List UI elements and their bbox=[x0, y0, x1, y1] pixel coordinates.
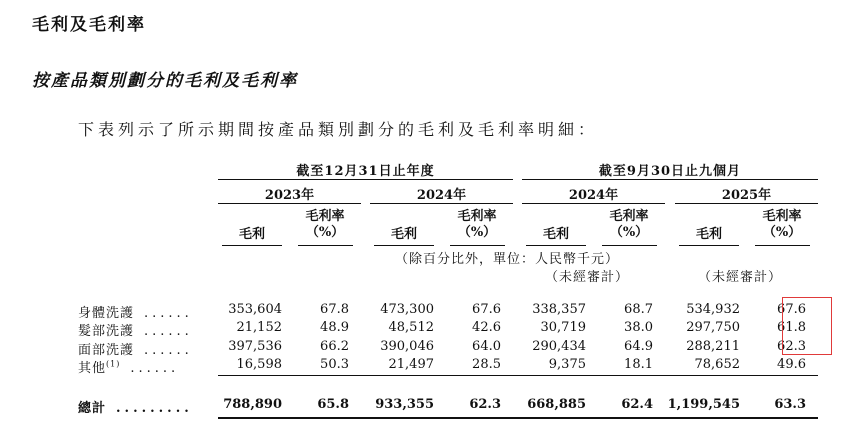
rule bbox=[374, 245, 434, 246]
table-cell: 21,497 bbox=[388, 357, 434, 372]
table-cell: 21,152 bbox=[236, 320, 282, 335]
col-header-profit: 毛利 bbox=[238, 227, 265, 242]
rule bbox=[218, 417, 818, 419]
col-header-rate: 毛利率 （%） bbox=[305, 209, 345, 240]
table-cell: 397,536 bbox=[228, 339, 282, 354]
rule bbox=[526, 245, 586, 246]
rule bbox=[679, 245, 739, 246]
rule bbox=[450, 245, 505, 246]
table-cell: 473,300 bbox=[380, 302, 434, 317]
table-cell: 62.4 bbox=[621, 397, 653, 412]
table-cell: 66.2 bbox=[320, 339, 349, 354]
table-cell: 338,357 bbox=[532, 302, 586, 317]
table-cell: 64.0 bbox=[472, 339, 501, 354]
table-cell: 18.1 bbox=[624, 357, 653, 372]
rule bbox=[218, 375, 818, 376]
table-cell: 42.6 bbox=[472, 320, 501, 335]
col-header-rate: 毛利率 （%） bbox=[762, 209, 802, 240]
unaudited-note: （未經審計） bbox=[545, 270, 630, 285]
table-cell: 933,355 bbox=[375, 397, 434, 412]
table-cell: 353,604 bbox=[228, 302, 282, 317]
table-cell: 78,652 bbox=[694, 357, 740, 372]
rule bbox=[298, 245, 353, 246]
table-cell: 668,885 bbox=[527, 397, 586, 412]
rule bbox=[522, 179, 818, 180]
table-cell: 50.3 bbox=[320, 357, 349, 372]
highlight-box bbox=[782, 297, 832, 355]
table-cell: 61.8 bbox=[777, 320, 806, 335]
intro-paragraph: 下表列示了所示期間按產品類別劃分的毛利及毛利率明細： bbox=[78, 120, 599, 139]
table-cell: 68.7 bbox=[624, 302, 653, 317]
col-header-rate: 毛利率 （%） bbox=[457, 209, 497, 240]
row-label: 其他$^{(1)}$ ...... bbox=[78, 359, 180, 376]
year-header: 2025年 bbox=[721, 188, 772, 203]
year-header: 2024年 bbox=[416, 188, 467, 203]
table-cell: 38.0 bbox=[624, 320, 653, 335]
unaudited-note: （未經審計） bbox=[698, 270, 783, 285]
row-label: 髮部洗護 ...... bbox=[78, 324, 193, 339]
table-cell: 290,434 bbox=[532, 339, 586, 354]
rule bbox=[370, 203, 513, 204]
row-label: 面部洗護 ...... bbox=[78, 343, 193, 358]
subsection-heading: 按產品類別劃分的毛利及毛利率 bbox=[32, 71, 298, 91]
section-heading: 毛利及毛利率 bbox=[32, 15, 146, 35]
rule bbox=[522, 203, 665, 204]
unit-note: （除百分比外，單位：人民幣千元） bbox=[395, 252, 620, 267]
group-header-nine-months: 截至9月30日止九個月 bbox=[598, 164, 742, 179]
row-label: 總計 ......... bbox=[78, 401, 193, 416]
table-cell: 9,375 bbox=[548, 357, 586, 372]
table-cell: 288,211 bbox=[686, 339, 740, 354]
col-header-profit: 毛利 bbox=[390, 227, 417, 242]
table-cell: 62.3 bbox=[777, 339, 806, 354]
table-cell: 62.3 bbox=[469, 397, 501, 412]
col-header-profit: 毛利 bbox=[542, 227, 569, 242]
table-cell: 48.9 bbox=[320, 320, 349, 335]
table-cell: 67.6 bbox=[777, 302, 806, 317]
table-cell: 65.8 bbox=[317, 397, 349, 412]
table-cell: 67.6 bbox=[472, 302, 501, 317]
table-cell: 534,932 bbox=[686, 302, 740, 317]
table-cell: 48,512 bbox=[388, 320, 434, 335]
table-cell: 788,890 bbox=[223, 397, 282, 412]
table-cell: 49.6 bbox=[777, 357, 806, 372]
col-header-profit: 毛利 bbox=[695, 227, 722, 242]
table-cell: 390,046 bbox=[380, 339, 434, 354]
table-cell: 297,750 bbox=[686, 320, 740, 335]
rule bbox=[755, 245, 810, 246]
year-header: 2023年 bbox=[264, 188, 315, 203]
table-cell: 64.9 bbox=[624, 339, 653, 354]
row-label: 身體洗護 ...... bbox=[78, 306, 193, 321]
rule bbox=[222, 245, 282, 246]
table-cell: 63.3 bbox=[774, 397, 806, 412]
group-header-year: 截至12月31日止年度 bbox=[296, 164, 435, 179]
rule bbox=[218, 179, 513, 180]
year-header: 2024年 bbox=[568, 188, 619, 203]
table-cell: 1,199,545 bbox=[667, 397, 740, 412]
rule bbox=[218, 203, 361, 204]
table-cell: 28.5 bbox=[472, 357, 501, 372]
table-cell: 30,719 bbox=[540, 320, 586, 335]
col-header-rate: 毛利率 （%） bbox=[609, 209, 649, 240]
rule bbox=[675, 203, 818, 204]
table-cell: 67.8 bbox=[320, 302, 349, 317]
table-cell: 16,598 bbox=[236, 357, 282, 372]
rule bbox=[602, 245, 657, 246]
